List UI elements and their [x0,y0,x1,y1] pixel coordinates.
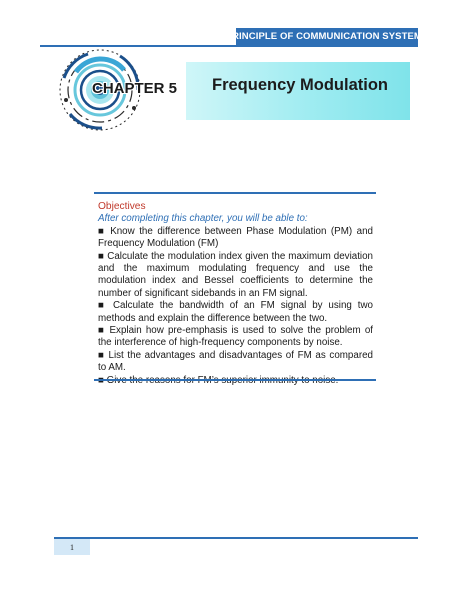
objectives-section [98,201,373,387]
page-number: 1 [54,539,90,555]
objective-item: ■ Calculate the bandwidth of an FM signal by using two methods and explain the difference between the two. [98,300,373,324]
chapter-label: CHAPTER 5 [92,80,178,97]
objective-item: ■ Know the difference between Phase Modulation (PM) and Frequency Modulation (FM) [98,225,373,250]
objective-item: ■ Explain how pre-emphasis is used to solve the problem of the interference of high-frequency components by noise. [98,325,373,349]
chapter-title: Frequency Modulation [212,76,389,94]
objectives-heading: Objectives [98,201,146,212]
header-rule [40,45,418,47]
objective-item: ■ List the advantages and disadvantages of FM as compared to AM. [98,349,373,374]
objective-item: ■ Calculate the modulation index given the maximum deviation and the maximum modulating frequency and use the modulation index and Bessel coefficients to determine the number of significant sidebands in an FM signal. [98,250,373,299]
objectives-top-rule [94,192,376,194]
header-course-band [225,28,429,45]
footer-rule [54,537,418,539]
objectives-bottom-rule [94,379,376,381]
objectives-intro: After completing this chapter, you will be able to: [98,213,308,225]
header-course-title: PRINCIPLE OF COMMUNICATION SYSTEMS [225,31,429,42]
